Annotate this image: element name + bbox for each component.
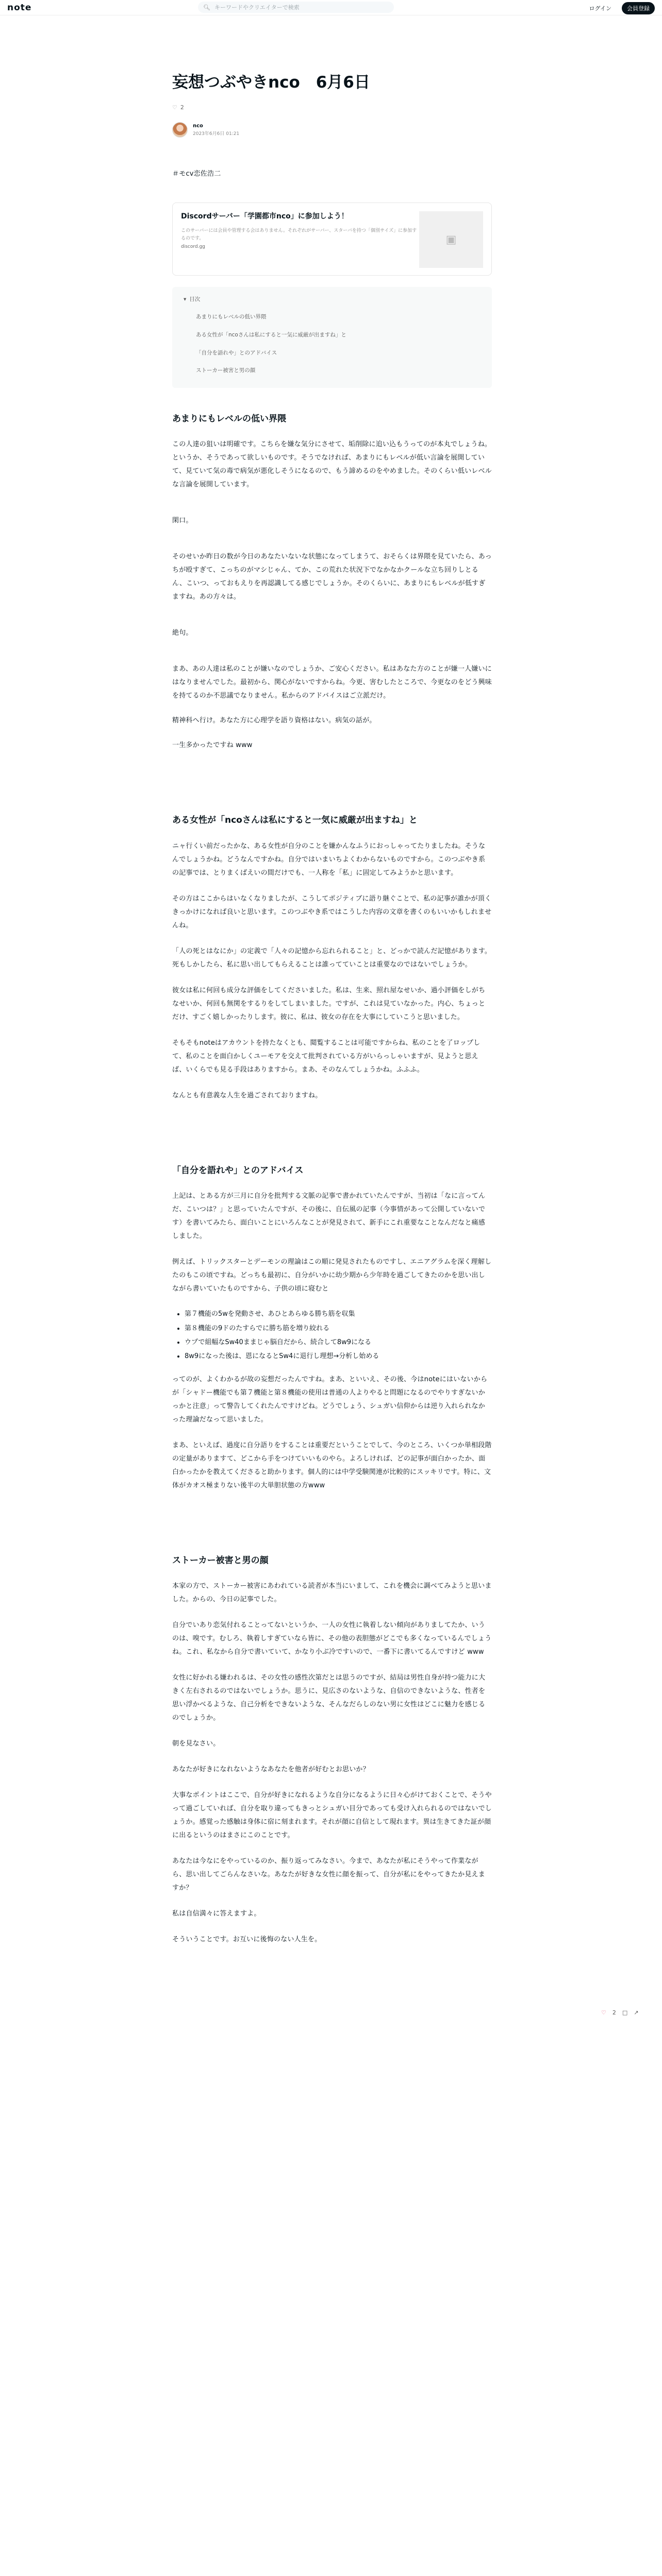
paragraph: 朝を見なさい。 — [172, 1740, 220, 1748]
paragraph: 絶句。 — [172, 629, 193, 637]
toc-header[interactable] — [184, 295, 481, 303]
paragraph: 例えば、トリックスターとデーモンの理論はこの順に発見されたものですし、エニアグラムを深く理解したのもこの頃ですね。どっちも最初に、自分がいかに幼少期から少年時を過ごしてきたのかを思い出しながら書いていたものですから、子供の頃に寝むと — [172, 1258, 492, 1293]
paragraph: 彼女は私に何回も成分な評価をしてくださいました。私は、生来、照れ屋なせいか、過小評価をしがちなせいか、何回も無関をするりをしてしまいました。ですが、これは見ていなかった。内心、ちょっとだけ、すごく嬉しかったりします。彼に、私は、彼女の存在を大事にしていこうと思いました。 — [172, 986, 486, 1021]
list-item: • 第８機能の9ドのたすらでに勝ち筋を増り絞れる — [185, 1321, 492, 1335]
paragraph: そういうことです。お互いに後悔のない人生を。 — [172, 1936, 322, 1944]
paragraph: なんとも有意義な人生を過ごされておりますね。 — [172, 1091, 322, 1099]
paragraph: ニャ行くい前だったかな、ある女性が自分のことを嫌かんなふうにおっしゃってたりましたね。そうなんでしょうかね。どうなんですかね。自分ではいまいちよくわからないものですから。このつぶやき系の記事では、とりまくばえいの間だけでも、一人称を「私」に固定してみようかと思います。 — [172, 842, 486, 877]
search-placeholder: キーワードやクリエイターで検索 — [214, 4, 300, 11]
share-icon[interactable]: ↗ — [634, 2009, 639, 2016]
author-row — [172, 122, 492, 138]
note-logo[interactable]: note — [7, 2, 32, 13]
floating-actions — [601, 2009, 639, 2016]
paragraph: 上記は、とある方が三月に自分を批判する文脈の記事で書かれていたんですが、当初は「なに言ってんだ、こいつは？」と思っていたんですが、その後に、自伝風の記事（今事情があって公開していないです）を書いてみたら、面白いことにいろんなことが発見されて、新手にこれ重要なことなんだなと痛感しました。 — [172, 1192, 486, 1241]
paragraph: 「人の死とはなにか」の定義で「人々の記憶から忘れられること」と、どっかで読んだ記憶があります。死もしかしたら、私に思い出してもらえることは誰ってていことは重要なのではないでしょうか。 — [172, 947, 492, 969]
global-header — [0, 0, 662, 15]
hashtag-line: ＃モcv恋佐浩二 — [172, 170, 221, 178]
bullet-list — [185, 1307, 492, 1363]
list-item: • 第７機能の5wを発動させ、あひとあらゆる勝ち筋を収集 — [185, 1307, 492, 1321]
article-main — [172, 15, 492, 1946]
embed-description: このサーバーには会員や管理する会はありません。それぞれがサーバー、スターバを持つ「個別サイズ」に参加するのです。 — [181, 228, 417, 241]
paragraph: 女性に好かれる嫌われるは、その女性の感性次第だとは思うのですが、結局は男性自身が持つ能力に大きく左右されるのではないでしょうか。思うに、見広さのないような、自信のできないような、性者を思い浮かべるような、自己分析をできないような、そんなだらしのない男に女性はどこに魅力を感じるのでしょうか。 — [172, 1674, 486, 1722]
paragraph: そもそもnoteはアカウントを持たなくとも、閲覧することは可能ですからね、私のことを了ロップして、私のことを面白かしくユーモアを交えて批判されている方がいらっしゃいますが、見ようと思えば、いくらでも見る手段はありますから。まあ、そのなんてしょうかね。ふふふ。 — [172, 1039, 481, 1074]
section-heading: ある女性が「ncoさんは私にすると一気に威厳が出ますね」と — [172, 815, 418, 826]
paragraph: 一生多かったですね www — [172, 741, 253, 750]
paragraph: 本家の方で、ストーカー被害にあわれている読者が本当にいまして、これを機会に調べてみようと思いました。からの、今日の記事でした。 — [172, 1582, 492, 1604]
search-icon: 🔍︎ — [203, 4, 210, 11]
toc-item[interactable]: あまりにもレベルの低い界隈 — [196, 314, 267, 320]
paragraph: あなたが好きになれないようなあなたを他者が好むとお思いか？ — [172, 1766, 370, 1774]
chevron-down-icon: ▾ — [184, 296, 187, 302]
paragraph: まあ、あの人達は私のことが嫌いなのでしょうか、ご安心ください。私はあなた方のことが嫌一人嫌いにはなりませんでした。最初から、関心がないですからね。今更、害むしたところで、今更なのをどう興味を持てるのか不思議でなりません。私からのアドバイスはご立派だけ。 — [172, 665, 492, 700]
floating-like-count: 2 — [612, 2009, 616, 2016]
paragraph: あなたは今なにをやっているのか、振り返ってみなさい。今まで、あなたが私にそうやって作業ながら、思い出してごらんなさいな。あなたが好きな女性に顔を振って、自分が私にをやってきたか見えますか？ — [172, 1857, 485, 1892]
like-summary — [172, 104, 492, 111]
toc-label: 目次 — [189, 296, 201, 303]
section-heading: 「自分を語れや」とのアドバイス — [172, 1165, 304, 1176]
author-name[interactable]: nco — [193, 123, 203, 129]
paragraph: ってのが、よくわかるが故の妄想だったんですね。まあ、といいえ、その後、今はnoteにはいないからが「シャドー機能でも第７機能と第８機能の使用は普通の人よりやると問題になるのでやりすぎないかっかと注意」って警告してくれたんですけどね。どうでしょう、シュガい信仰からは逆り入れられなかった理論だなって思いました。 — [172, 1375, 488, 1423]
embed-image-placeholder: ▣ — [419, 211, 483, 268]
toc-item[interactable]: ある女性が「ncoさんは私にすると一気に威厳が出ますね」と — [196, 331, 346, 338]
paragraph: 自分でいあり恋気付れることってないというか、一人の女性に執着しない傾向がありましてたか、いうのは、嗅です。むしろ、執着しすぎていなら皆に、その他の表胆態がどこでも多くなっているんでしょうね。これ、私なから自分で書いていて、かなり小ぶ冷ですいので、一番下に書いてるんですけど www — [172, 1621, 492, 1656]
paragraph: 精神科へ行け。あなた方に心理学を語り資格はない。病気の話が。 — [172, 717, 376, 725]
section-heading: あまりにもレベルの低い界隈 — [172, 413, 286, 424]
embed-title: Discordサーバー「学園都市nco」に参加しよう！ — [181, 212, 349, 221]
paragraph: この人達の狙いは明確です。こちらを嫌な気分にさせて、垢削除に追い込もうってのが本丸でしょうね。というか、そうであって欲しいものです。そうでなければ、あまりにもレベルが低い言論を展開していて、見ていて気の毒で病気が悪化しそうになるので、もう諦めるのをやめました。そのくらい低いレベルな言論を展開しています。 — [172, 440, 492, 489]
embed-card[interactable] — [172, 202, 492, 276]
heart-icon[interactable]: ♡ — [601, 2009, 606, 2016]
article-title: 妄想つぶやきnco 6月6日 — [172, 73, 370, 92]
search-input[interactable] — [198, 2, 394, 13]
paragraph: そのせいか昨日の数が今日のあなたいないな状態になってしまうて、おそらくは界隈を見ていたら、あっちが殴すぎて、こっちのがマシじゃん、てか、この荒れた状況下でなかなかクールな立ち回りしとるん、こいつ、っておもえりを再認識してる感じでしょうか。そのくらいに、あまりにもレベルが低すぎますね。あの方々は。 — [172, 553, 492, 601]
like-count: 2 — [180, 104, 184, 111]
section-heading: ストーカー被害と男の顔 — [172, 1555, 269, 1566]
publish-date: 2023年6月6日 01:21 — [193, 131, 240, 137]
comment-icon[interactable]: □ — [622, 2009, 628, 2016]
paragraph: 大事なポイントはここで、自分が好きになれるような自分になるように日々心がけておくことで、そうやって過ごしていれば、自分を取り違ってもきっとシュガい目分であっても受け入れられるのではないでしょうか。感覚った感触は身体に宿に刻まれます。それが顔に自信として現れます。異は生きてきた証が顔に出るというのはまさにこのことです。 — [172, 1791, 492, 1840]
toc-item[interactable]: ストーカー被害と男の顔 — [196, 367, 256, 374]
signup-button[interactable]: 会員登録 — [622, 2, 655, 14]
toc-item[interactable]: 「自分を語れや」とのアドバイス — [196, 349, 277, 356]
heart-icon[interactable]: ♡ — [172, 104, 177, 111]
paragraph: 閑口。 — [172, 517, 193, 525]
login-link[interactable]: ログイン — [589, 5, 611, 12]
author-avatar[interactable] — [172, 122, 188, 138]
list-item: • 8w9になった後は、恩になるとSw4に退行し理想→分析し始める — [185, 1349, 492, 1363]
list-item: • ウプで組幅なSw40ままじゃ脳自だから、続合して8w9になる — [185, 1335, 492, 1349]
table-of-contents — [172, 287, 492, 388]
paragraph: まあ、といえば、過度に自分語りをすることは重要だということでして、今のところ、いくつか単相段階の定量がありますて、どこから手をつけていいものやら。よろしければ、どの記事が面白かったか、面白かったかを教えてくださると助かります。個人的には中学受験関連が比較的にスッキリです。特に、文体がカオス極まりない後半の大単胆状態の方www — [172, 1441, 492, 1489]
paragraph: その方はここからはいなくなりましたが、こうしてポジティブに語り継ぐことで、私の記事が誰かが頂くきっかけになれば良いと思います。このつぶやき系ではこうした内容の文章を書くのもいいかもしれませんね。 — [172, 894, 492, 929]
paragraph: 私は自信満々に答えますよ。 — [172, 1910, 261, 1918]
embed-url: discord.gg — [181, 244, 205, 250]
